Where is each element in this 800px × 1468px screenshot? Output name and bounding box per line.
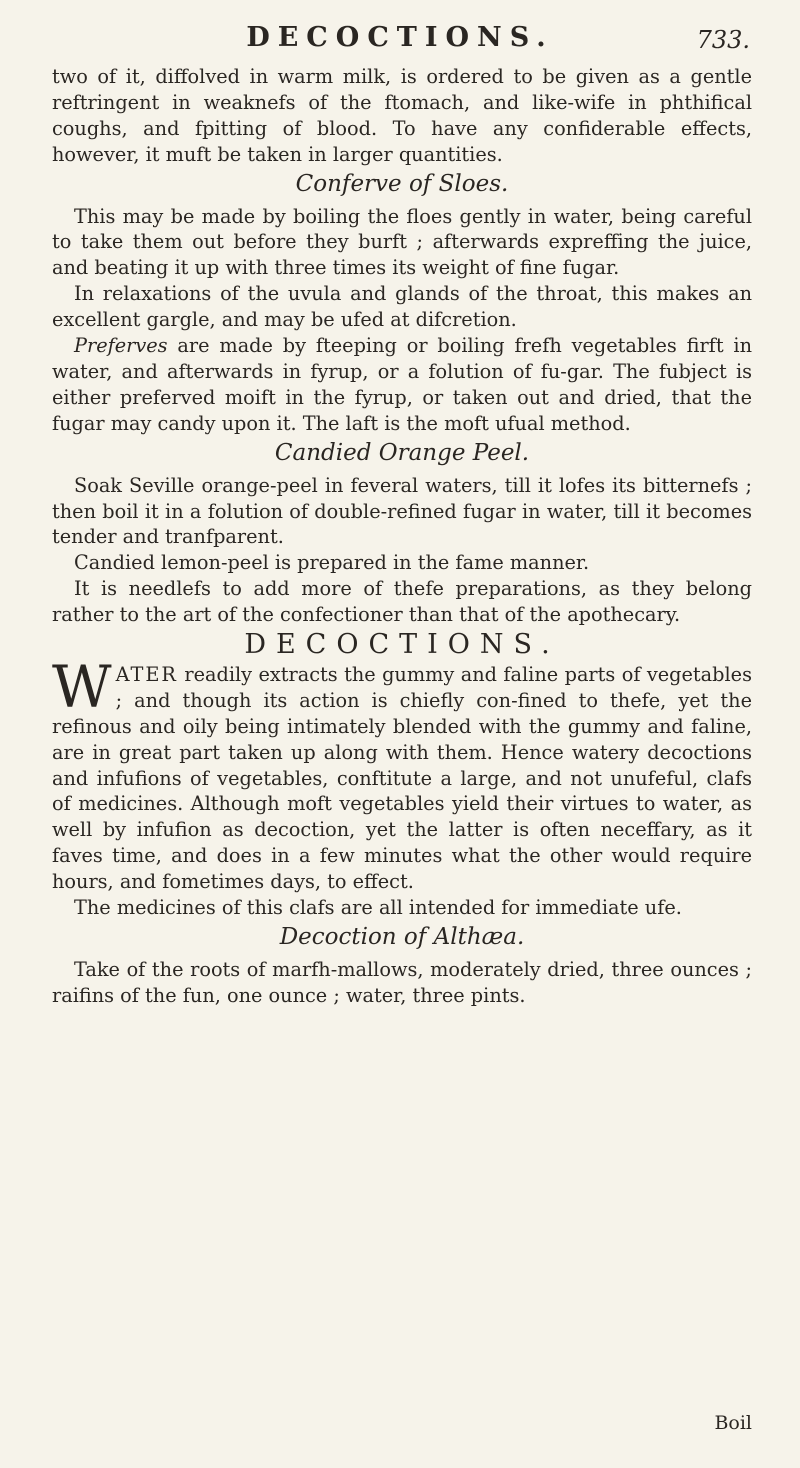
body-text <box>52 64 752 1009</box>
paragraph-water-extracts <box>52 652 752 895</box>
catchword: Boil <box>714 1412 752 1434</box>
preserves-term: Preferves <box>74 334 168 358</box>
paragraph-immediate-use: The medicines of this clafs are all intended for immediate ufe. <box>74 896 682 920</box>
running-title: DECOCTIONS. <box>246 22 554 53</box>
drop-cap: W <box>52 652 112 721</box>
paragraph-orange-method: Soak Seville orange-peel in feveral waters, till it lofes its bitternefs ; then boil it in a folution of double-refined fugar in water, till it becomes tender and tranfparent. <box>52 473 752 549</box>
water-extracts-text: readily extracts the gummy and faline parts of vegetables ; and though its action is chiefly con-fined to thefe, yet the refinous and oily being intimately blended with the gummy and faline, are in great part taken up along with them. Hence watery decoctions and infufions of vegetables, conftitute a large, and not unufeful, clafs of medicines. Although moft vegetables yield their virtues to water, as well by infufion as decoction, yet the latter is often neceffary, as it faves time, and does in a few minutes what the other would require hours, and fometimes days, to effect. <box>52 662 752 894</box>
preserves-text: are made by fteeping or boiling frefh vegetables firft in water, and afterwards in fyrup, or a folution of fu-gar. The fubject is either preferved moift in the fyrup, or taken out and dried, that the fugar may candy upon it. The laft is the moft ufual method. <box>52 334 752 435</box>
paragraph-confectioner: It is needlefs to add more of thefe preparations, as they belong rather to the art of the confectioner than that of the apothecary. <box>52 577 752 627</box>
section-heading-decoctions: DECOCTIONS. <box>244 629 560 661</box>
paragraph-althaea-recipe: Take of the roots of marfh-mallows, moderately dried, three ounces ; raifins of the fun, one ounce ; water, three pints. <box>52 957 752 1007</box>
page-header <box>0 22 800 62</box>
paragraph-lemon-peel: Candied lemon-peel is prepared in the fame manner. <box>74 551 590 575</box>
heading-candied-orange-peel: Candied Orange Peel. <box>274 439 530 466</box>
opening-word: ATER <box>115 662 178 686</box>
paragraph-sloes-use: In relaxations of the uvula and glands of the throat, this makes an excellent gargle, and may be ufed at difcretion. <box>52 282 752 332</box>
heading-decoction-of-althaea: Decoction of Althæa. <box>279 924 525 950</box>
heading-conserve-of-sloes: Conferve of Sloes. <box>295 170 509 197</box>
paragraph-continuation: two of it, diffolved in warm milk, is ordered to be given as a gentle reftringent in weaknefs of the ftomach, and like-wife in phthifical coughs, and fpitting of blood. To have any confiderable effects, however, it muft be taken in larger quantities. <box>52 65 752 166</box>
paragraph-sloes-method: This may be made by boiling the floes gently in water, being careful to take them out before they burft ; afterwards expreffing the juice, and beating it up with three times its weight of fine fugar. <box>52 204 752 280</box>
page-number: 733. <box>696 26 750 54</box>
paragraph-preserves <box>52 333 752 437</box>
